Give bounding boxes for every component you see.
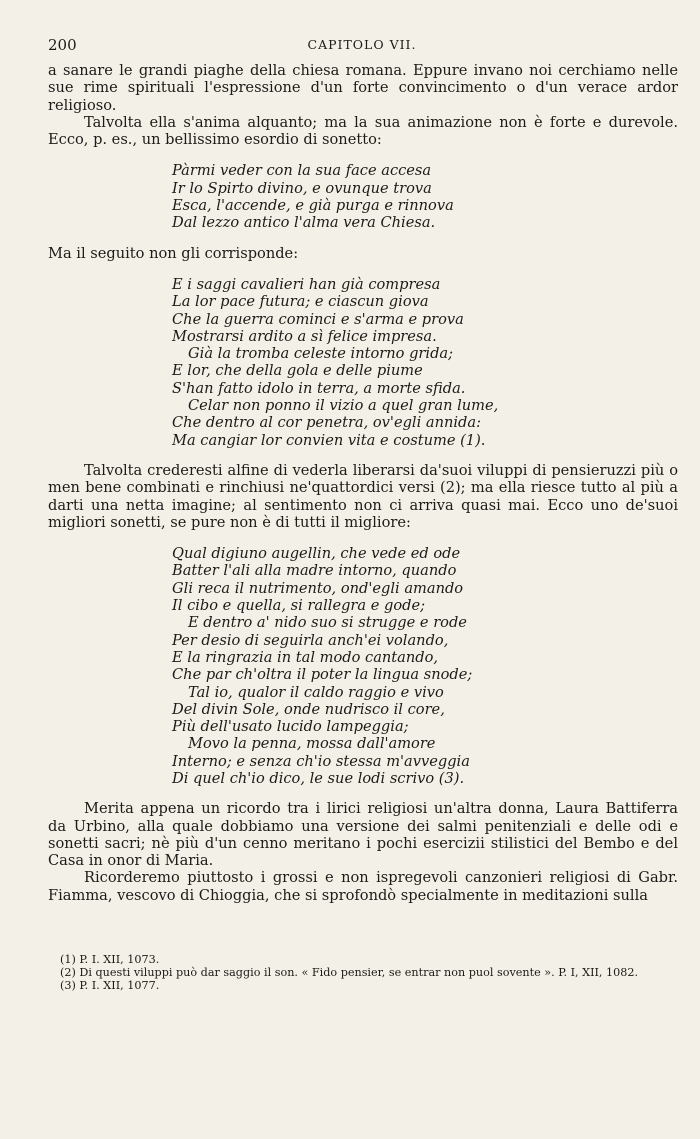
paragraph-4: Talvolta crederesti alfine di vederla liberarsi da'suoi viluppi di pensieruzzi più o men bene combinati e rinchiusi ne'quattordici versi (2); ma ella riesce tutto al più a darti una netta imagine; al sentimento non ci arriva quasi mai. Ecco uno de'suoi migliori sonetti, se pure non è di tutti il migliore: bbox=[48, 461, 678, 531]
poem-line: Più dell'usato lucido lampeggia; bbox=[172, 718, 409, 736]
paragraph-1: a sanare le grandi piaghe della chiesa romana. Eppure invano noi cerchiamo nelle sue rime spirituali l'espressione d'un forte convincimento o d'un verace ardor religioso. bbox=[48, 62, 678, 114]
poem-line: Batter l'ali alla madre intorno, quando bbox=[172, 562, 457, 580]
poem-line: La lor pace futura; e ciascun giova bbox=[172, 293, 429, 311]
poem-line: Pàrmi veder con la sua face accesa bbox=[172, 162, 432, 180]
poem-3 bbox=[48, 545, 678, 787]
poem-line: Del divin Sole, onde nudrisco il core, bbox=[172, 700, 445, 718]
poem-line: Ma cangiar lor convien vita e costume (1). bbox=[172, 431, 486, 449]
paragraph-6: Ricorderemo piuttosto i grossi e non ispregevoli canzonieri religiosi di Gabr. Fiamma, vescovo di Chioggia, che si sprofondò specialmente in meditazioni sulla bbox=[48, 869, 678, 904]
poem-line: Gli reca il nutrimento, ond'egli amando bbox=[172, 579, 464, 597]
poem-line: Già la tromba celeste intorno grida; bbox=[188, 345, 454, 363]
poem-line: Qual digiuno augellin, che vede ed ode bbox=[172, 545, 461, 563]
poem-line: E lor, che della gola e delle piume bbox=[172, 362, 423, 380]
page-number: 200 bbox=[48, 36, 77, 54]
poem-line: Tal io, qualor il caldo raggio e vivo bbox=[188, 683, 444, 701]
paragraph-2: Talvolta ella s'anima alquanto; ma la sua animazione non è forte e durevole. Ecco, p. es., un bellissimo esordio di sonetto: bbox=[48, 113, 678, 149]
poem-line: Mostrarsi ardito a sì felice impresa. bbox=[172, 327, 437, 345]
poem-line: Ir lo Spirto divino, e ovunque trova bbox=[172, 179, 432, 197]
page-header bbox=[48, 36, 676, 56]
poem-line: Per desio di seguirla anch'ei volando, bbox=[172, 631, 449, 649]
poem-line: Esca, l'accende, e già purga e rinnova bbox=[172, 197, 454, 215]
main-text bbox=[48, 62, 678, 904]
paragraph-3: Ma il seguito non gli corrisponde: bbox=[48, 244, 299, 262]
footnote: (2) Di questi viluppi può dar saggio il son. « Fido pensier, se entrar non puol sovente ». P. I, XII, 1082. bbox=[60, 966, 639, 979]
footnote: (3) P. I. XII, 1077. bbox=[60, 979, 160, 992]
poem-line: Interno; e senza ch'io stessa m'avveggia bbox=[172, 752, 470, 770]
footnotes bbox=[48, 953, 678, 992]
poem-2 bbox=[48, 276, 678, 449]
poem-line: Che la guerra cominci e s'arma e prova bbox=[172, 310, 464, 328]
poem-line: Che par ch'oltra il poter la lingua snode; bbox=[172, 666, 473, 684]
footnote: (1) P. I. XII, 1073. bbox=[60, 953, 160, 966]
poem-line: Dal lezzo antico l'alma vera Chiesa. bbox=[172, 214, 436, 232]
poem-line: Che dentro al cor penetra, ov'egli annida: bbox=[172, 414, 482, 432]
poem-line: E la ringrazia in tal modo cantando, bbox=[172, 648, 439, 666]
poem-1 bbox=[48, 162, 678, 231]
running-title: CAPITOLO VII. bbox=[307, 37, 417, 52]
poem-line: Il cibo e quella, si rallegra e gode; bbox=[172, 597, 426, 615]
poem-line: Movo la penna, mossa dall'amore bbox=[188, 735, 436, 753]
poem-line: S'han fatto idolo in terra, a morte sfida. bbox=[172, 379, 466, 397]
poem-line: Celar non ponno il vizio a quel gran lume, bbox=[188, 397, 499, 415]
poem-line: E i saggi cavalieri han già compresa bbox=[172, 275, 441, 293]
paragraph-5: Merita appena un ricordo tra i lirici religiosi un'altra donna, Laura Battiferra da Urbino, alla quale dobbiamo una versione dei salmi penitenziali e delle odi e sonetti sacri; nè più d'un cenno meritano i pochi esercizii stilistici del Bembo e del Casa in onor di Maria. bbox=[48, 800, 678, 870]
poem-line: E dentro a' nido suo si strugge e rode bbox=[188, 614, 467, 632]
poem-line: Di quel ch'io dico, le sue lodi scrivo (3). bbox=[172, 769, 465, 787]
